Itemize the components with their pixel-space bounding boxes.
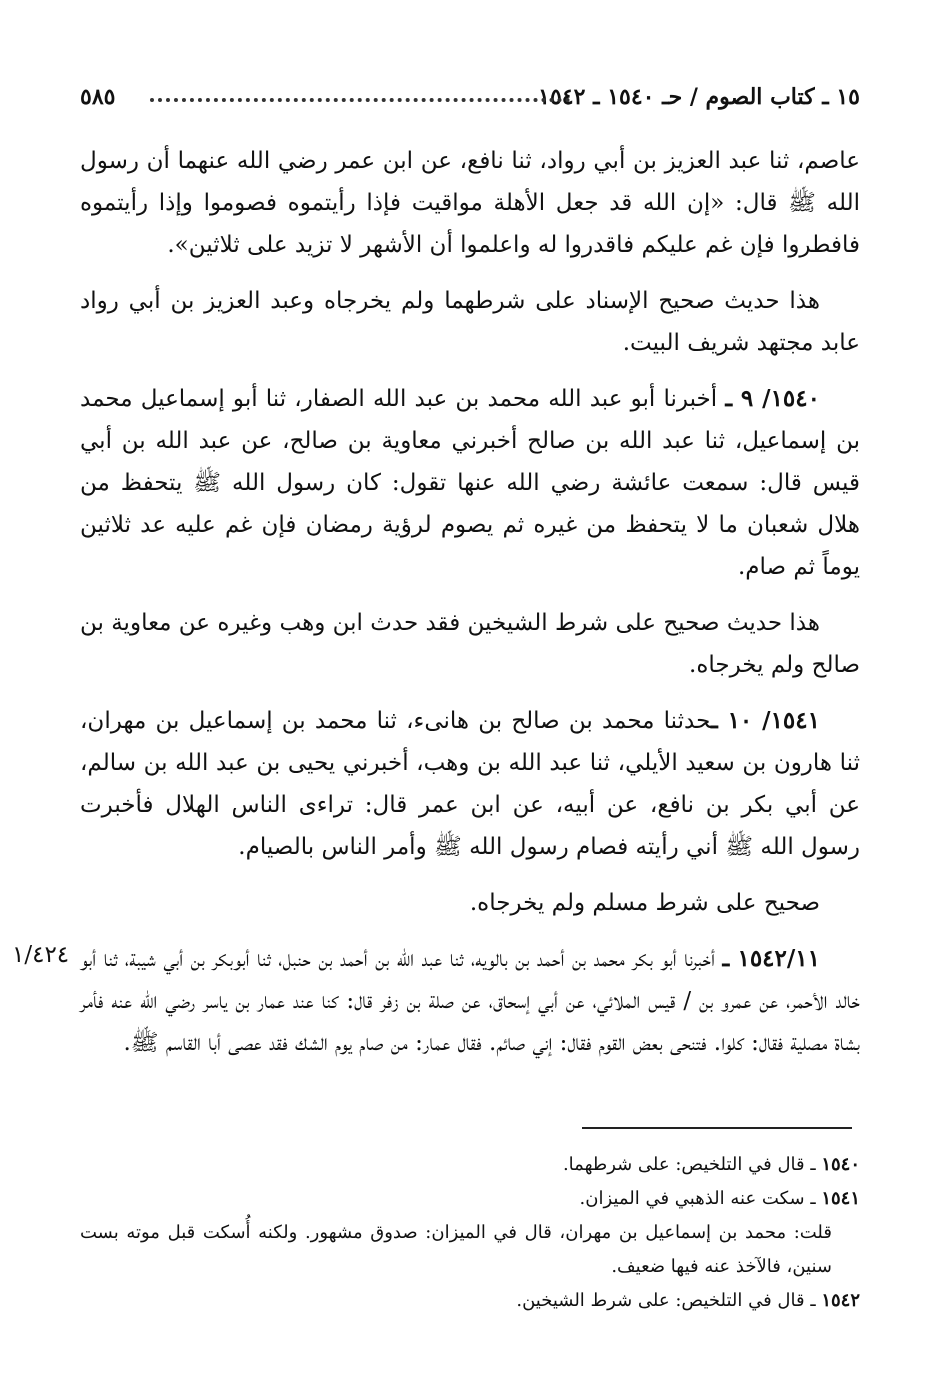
header-title: ١٥ ـ كتاب الصوم / حـ ١٥٤٠ ـ ١٥٤٢ (538, 84, 860, 110)
footnote-number: ١٥٤٠ (821, 1154, 860, 1175)
paragraph-text: صحيح على شرط مسلم ولم يخرجاه. (469, 890, 820, 916)
paragraph-text: أخبرنا أبو عبد الله محمد بن عبد الله الصفار، ثنا أبو إسماعيل محمد بن إسماعيل، ثنا عبد الله بن صالح أخبرني معاوية بن صالح، عن عبد الله بن أبي قيس قال: سمعت عائشة رضي الله عنها تقول: كان رسول الله ﷺ يتحفظ من هلال شعبان ما لا يتحفظ من غيره ثم يصوم لرؤية رمضان فإن غم عليه عد ثلاثين يوماً ثم صام. (80, 386, 860, 580)
margin-volume-note: ١/٤٢٤ (12, 942, 70, 968)
footnote (80, 1182, 860, 1216)
running-header (80, 84, 860, 124)
paragraph (80, 140, 860, 266)
footnote-text: قلت: محمد بن إسماعيل بن مهران، قال في الميزان: صدوق مشهور. ولكنه أُسكت قبل موته بست سنين، فالآخذ عنه فيها ضعيف. (80, 1222, 832, 1277)
paragraph-text: هذا حديث صحيح على شرط الشيخين فقد حدث ابن وهب وغيره عن معاوية بن صالح ولم يخرجاه. (80, 610, 860, 678)
footnote-text: ـ قال في التلخيص: على شرط الشيخين. (516, 1290, 822, 1311)
header-dot-leader (150, 98, 570, 102)
footnote-text: ـ سكت عنه الذهبي في الميزان. (579, 1188, 822, 1209)
footnote-divider (582, 1127, 852, 1129)
paragraph (80, 280, 860, 364)
hadith-paragraph (80, 700, 860, 868)
paragraph (80, 602, 860, 686)
hadith-number: ١٥٤١/ ١٠ ـ (710, 707, 820, 734)
footnote-comment (80, 1216, 860, 1284)
footnote (80, 1284, 860, 1318)
page-number: ٥٨٥ (80, 84, 116, 110)
footnote-number: ١٥٤٢ (821, 1290, 860, 1311)
footnote-text: ـ قال في التلخيص: على شرطهما. (562, 1154, 822, 1175)
footnote (80, 1148, 860, 1182)
footnotes (80, 1148, 860, 1318)
footnote-number: ١٥٤١ (821, 1188, 860, 1209)
paragraph-text: هذا حديث صحيح الإسناد على شرطهما ولم يخرجاه وعبد العزيز بن أبي رواد عابد مجتهد شريف البيت. (80, 288, 860, 356)
paragraph (80, 882, 860, 924)
hadith-paragraph (80, 938, 860, 1064)
paragraph-text: عاصم، ثنا عبد العزيز بن أبي رواد، ثنا نافع، عن ابن عمر رضي الله عنهما أن رسول الله ﷺ قال: «إن الله قد جعل الأهلة مواقيت فإذا رأيتموه فصوموا وإذا رأيتموه فافطروا فإن غم عليكم فاقدروا له واعلموا أن الأشهر لا تزيد على ثلاثين». (80, 148, 860, 258)
hadith-paragraph (80, 378, 860, 588)
paragraph-text: حدثنا محمد بن صالح بن هانىء، ثنا محمد بن إسماعيل بن مهران، ثنا هارون بن سعيد الأيلي، ثنا عبد الله بن وهب، أخبرني يحيى بن عبد الله بن سالم، عن أبي بكر بن نافع، عن أبيه، عن ابن عمر قال: تراءى الناس الهلال فأخبرت رسول الله ﷺ أني رأيته فصام رسول الله ﷺ وأمر الناس بالصيام. (80, 708, 860, 860)
hadith-number: ١٥٤٢/١١ ـ (722, 945, 820, 972)
paragraph-text: أخبرنا أبو بكر محمد بن أحمد بن بالويه، ثنا عبد الله بن أحمد بن حنبل، ثنا أبوبكر بن أبي شيبة، ثنا أبو خالد الأحمر، عن عمرو بن / قيس الملائي، عن أبي إسحاق، عن صلة بن زفر قال: كنا عند عمار بن ياسر رضي الله عنه فأمر بشاة مصلية فقال: كلوا. فتنحى بعض القوم فقال: إني صائم. فقال عمار: من صام يوم الشك فقد عصى أبا القاسم ﷺ. (80, 946, 860, 1056)
hadith-number: ١٥٤٠/ ٩ ـ (725, 385, 820, 412)
main-text (80, 140, 860, 1078)
